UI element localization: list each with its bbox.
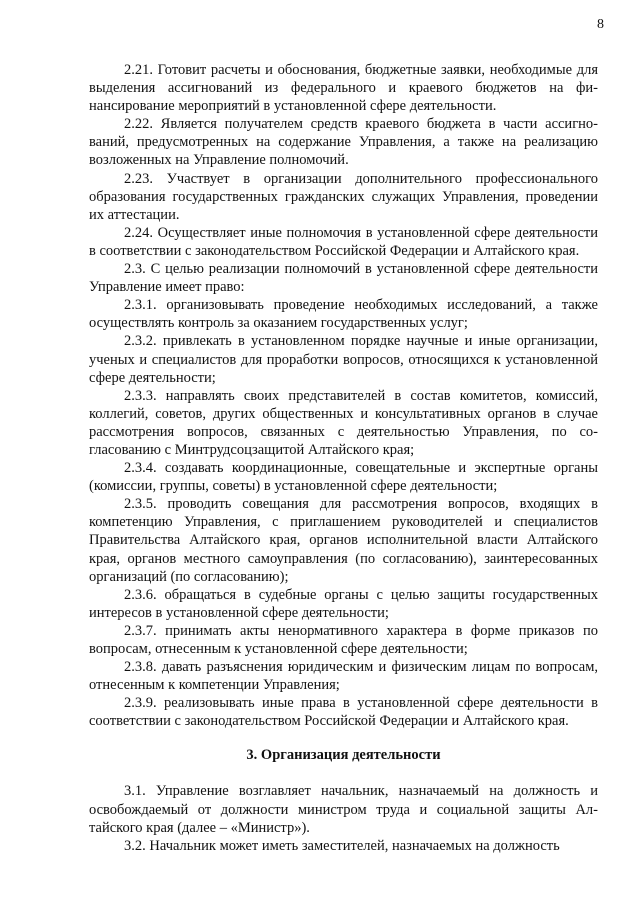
section-heading: 3. Организация деятельности xyxy=(246,747,441,764)
paragraph-2-3-7: 2.3.7. принимать акты ненормативного характера в форме приказов по вопросам, отнесенным к установленной сфере деятельности; xyxy=(89,622,598,657)
document-body xyxy=(89,61,598,855)
paragraph-2-22: 2.22. Является получателем средств краевого бюджета в части ассигнований, предусмотренных на содержание Управления, а также на реализацию возложенных на Управление полномочий. xyxy=(89,116,598,169)
paragraph-2-3-4: 2.3.4. создавать координационные, совещательные и экспертные органы (комиссии, группы, советы) в установленной сфере деятельности; xyxy=(89,460,598,495)
paragraph-2-3-2: 2.3.2. привлекать в установленном порядке научные и иные организации, ученых и специалистов для проработки вопросов, относящихся к установленной сфере деятельности; xyxy=(89,333,598,386)
paragraph-2-3-3: 2.3.3. направлять своих представителей в состав комитетов, комиссий, коллегий, советов, других общественных и консультативных органов в случае рассмотрения вопросов, связанных с деятельностью Управления, по согласованию с Минтрудсоцзащитой Алтайского края; xyxy=(89,387,598,458)
paragraph-2-3-5: 2.3.5. проводить совещания для рассмотрения вопросов, входящих в компетенцию Управления, с приглашением руководителей и специалистов Правительства Алтайского края, органов исполнительной власти Алтайского края, органов местного самоуправления (по согласованию), заинтересованных организаций (по согласованию); xyxy=(89,496,598,585)
paragraph-2-23: 2.23. Участвует в организации дополнительного профессионального образования государственных гражданских служащих Управления, проведении их аттестации. xyxy=(89,170,598,223)
paragraph-2-3-8: 2.3.8. давать разъяснения юридическим и физическим лицам по вопросам, отнесенным к компетенции Управления; xyxy=(89,659,598,694)
paragraph-2-21: 2.21. Готовит расчеты и обоснования, бюджетные заявки, необходимые для выделения ассигнований из федерального и краевого бюджетов на финансирование мероприятий в установленной сфере деятельности. xyxy=(89,62,598,115)
paragraph-2-3-1: 2.3.1. организовывать проведение необходимых исследований, а также осуществлять контроль за оказанием государственных услуг; xyxy=(89,297,598,332)
paragraph-2-3-6: 2.3.6. обращаться в судебные органы с целью защиты государственных интересов в установленной сфере деятельности; xyxy=(89,586,598,621)
paragraph-3-2: 3.2. Начальник может иметь заместителей, назначаемых на должность xyxy=(124,837,560,854)
paragraph-2-24: 2.24. Осуществляет иные полномочия в установленной сфере деятельности в соответствии с законодательством Российской Федерации и Алтайского края. xyxy=(89,224,598,259)
paragraph-3-1: 3.1. Управление возглавляет начальник, назначаемый на должность и освобождаемый от должности министром труда и социальной защиты Алтайского края (далее – «Министр»). xyxy=(89,783,598,836)
page-number: 8 xyxy=(597,17,604,32)
paragraph-2-3-9: 2.3.9. реализовывать иные права в установленной сфере деятельности в соответствии с законодательством Российской Федерации и Алтайского края. xyxy=(89,695,598,730)
paragraph-2-3: 2.3. С целью реализации полномочий в установленной сфере деятельности Управление имеет право: xyxy=(89,261,598,296)
